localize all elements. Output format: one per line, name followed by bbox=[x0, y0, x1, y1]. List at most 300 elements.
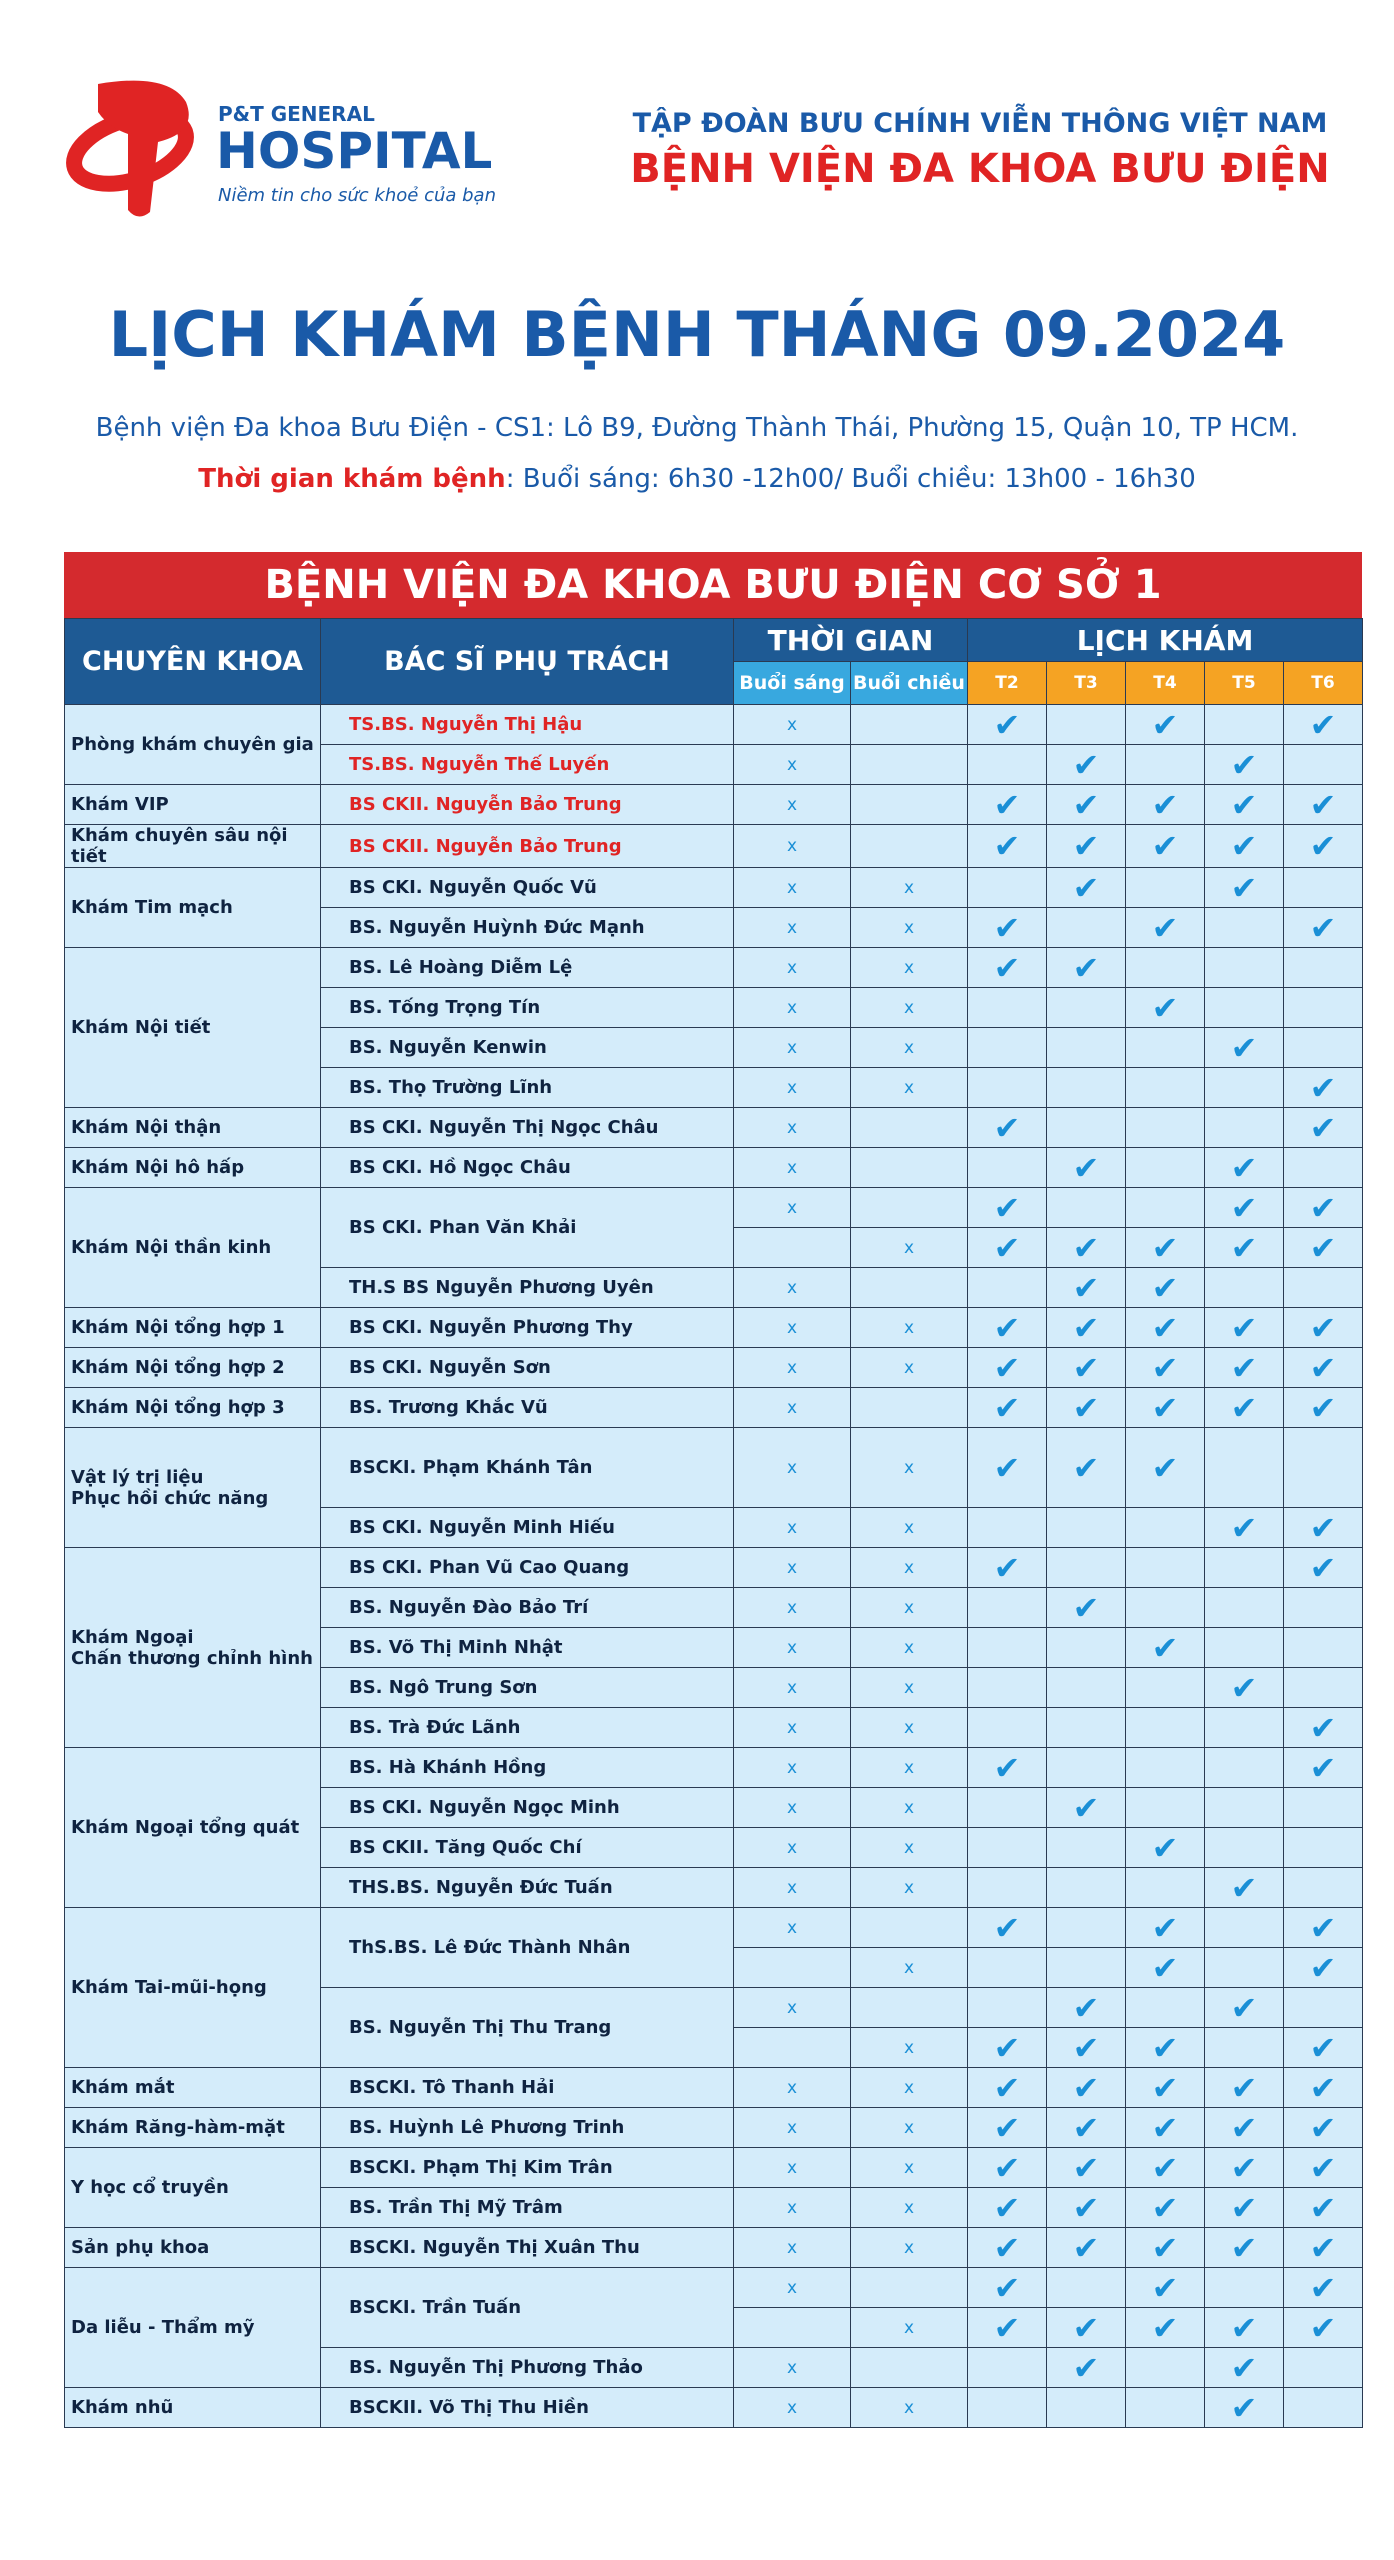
morning-session-cell: x bbox=[734, 2188, 851, 2228]
check-icon: ✔ bbox=[993, 1188, 1021, 1227]
day-cell bbox=[968, 1228, 1047, 1268]
day-cell bbox=[1047, 1108, 1126, 1148]
specialty-cell: Khám Ngoại Chấn thương chỉnh hình bbox=[65, 1548, 321, 1748]
day-cell bbox=[1047, 745, 1126, 785]
doctor-cell: BS CKI. Nguyễn Ngọc Minh bbox=[321, 1788, 734, 1828]
day-cell bbox=[1126, 1588, 1205, 1628]
day-cell bbox=[1047, 2028, 1126, 2068]
day-cell bbox=[1205, 2028, 1284, 2068]
header-time: THỜI GIAN bbox=[734, 619, 968, 662]
check-icon: ✔ bbox=[1230, 1348, 1258, 1387]
check-icon: ✔ bbox=[993, 2068, 1021, 2107]
day-cell bbox=[1126, 1148, 1205, 1188]
check-icon: ✔ bbox=[1230, 1228, 1258, 1267]
afternoon-session-cell bbox=[851, 705, 968, 745]
day-cell bbox=[968, 1988, 1047, 2028]
afternoon-session-cell bbox=[851, 1108, 968, 1148]
day-cell bbox=[1284, 1428, 1363, 1508]
afternoon-session-cell: x bbox=[851, 988, 968, 1028]
day-cell bbox=[1126, 1548, 1205, 1588]
day-cell bbox=[1126, 1508, 1205, 1548]
afternoon-session-cell: x bbox=[851, 2068, 968, 2108]
day-cell bbox=[968, 1788, 1047, 1828]
afternoon-session-cell bbox=[851, 1988, 968, 2028]
header-day-tue: T3 bbox=[1047, 662, 1126, 705]
day-cell bbox=[1284, 2148, 1363, 2188]
doctor-cell: TH.S BS Nguyễn Phương Uyên bbox=[321, 1268, 734, 1308]
day-cell bbox=[968, 1868, 1047, 1908]
day-cell bbox=[1284, 1228, 1363, 1268]
check-icon: ✔ bbox=[1309, 1948, 1337, 1987]
doctor-cell: BS CKI. Nguyễn Quốc Vũ bbox=[321, 868, 734, 908]
day-cell bbox=[1205, 988, 1284, 1028]
check-icon: ✔ bbox=[1309, 2028, 1337, 2067]
day-cell bbox=[1047, 2148, 1126, 2188]
specialty-cell: Khám chuyên sâu nội tiết bbox=[65, 825, 321, 868]
check-icon: ✔ bbox=[1151, 1348, 1179, 1387]
check-icon: ✔ bbox=[1309, 827, 1337, 865]
check-icon: ✔ bbox=[1072, 868, 1100, 907]
morning-session-cell bbox=[734, 2308, 851, 2348]
morning-session-cell: x bbox=[734, 1668, 851, 1708]
day-cell bbox=[1284, 1388, 1363, 1428]
morning-session-cell: x bbox=[734, 2348, 851, 2388]
day-cell bbox=[1047, 1908, 1126, 1948]
afternoon-session-cell: x bbox=[851, 1308, 968, 1348]
check-icon: ✔ bbox=[1151, 2028, 1179, 2067]
check-icon: ✔ bbox=[1309, 1508, 1337, 1547]
doctor-cell: BS. Võ Thị Minh Nhật bbox=[321, 1628, 734, 1668]
day-cell bbox=[1284, 1868, 1363, 1908]
check-icon: ✔ bbox=[1230, 745, 1258, 784]
day-cell bbox=[1284, 1948, 1363, 1988]
day-cell bbox=[1126, 785, 1205, 825]
day-cell bbox=[1047, 1388, 1126, 1428]
doctor-cell: BS. Trương Khắc Vũ bbox=[321, 1388, 734, 1428]
check-icon: ✔ bbox=[1230, 1508, 1258, 1547]
afternoon-session-cell: x bbox=[851, 1628, 968, 1668]
header-day-fri: T6 bbox=[1284, 662, 1363, 705]
table-row bbox=[65, 1308, 1363, 1348]
day-cell bbox=[968, 825, 1047, 868]
check-icon: ✔ bbox=[1151, 2188, 1179, 2227]
check-icon: ✔ bbox=[1230, 1988, 1258, 2027]
day-cell bbox=[1047, 1788, 1126, 1828]
day-cell bbox=[1047, 1268, 1126, 1308]
afternoon-session-cell: x bbox=[851, 1028, 968, 1068]
day-cell bbox=[968, 2028, 1047, 2068]
check-icon: ✔ bbox=[1151, 908, 1179, 947]
day-cell bbox=[1047, 2388, 1126, 2428]
doctor-cell: BS CKII. Tăng Quốc Chí bbox=[321, 1828, 734, 1868]
check-icon: ✔ bbox=[993, 1348, 1021, 1387]
check-icon: ✔ bbox=[1072, 1228, 1100, 1267]
day-cell bbox=[968, 1588, 1047, 1628]
org-group-name: TẬP ĐOÀN BƯU CHÍNH VIỄN THÔNG VIỆT NAM bbox=[632, 108, 1328, 139]
day-cell bbox=[1047, 2268, 1126, 2308]
check-icon: ✔ bbox=[993, 827, 1021, 865]
specialty-cell: Khám Tai-mũi-họng bbox=[65, 1908, 321, 2068]
day-cell bbox=[1205, 2388, 1284, 2428]
check-icon: ✔ bbox=[993, 1548, 1021, 1587]
day-cell bbox=[1284, 1588, 1363, 1628]
check-icon: ✔ bbox=[1309, 1908, 1337, 1947]
afternoon-session-cell: x bbox=[851, 1588, 968, 1628]
check-icon: ✔ bbox=[1309, 1108, 1337, 1147]
morning-session-cell: x bbox=[734, 2108, 851, 2148]
morning-session-cell: x bbox=[734, 785, 851, 825]
table-row bbox=[65, 825, 1363, 868]
day-cell bbox=[1047, 908, 1126, 948]
day-cell bbox=[1205, 1028, 1284, 1068]
check-icon: ✔ bbox=[1072, 2348, 1100, 2387]
morning-session-cell: x bbox=[734, 1268, 851, 1308]
check-icon: ✔ bbox=[1309, 2308, 1337, 2347]
day-cell bbox=[1047, 2228, 1126, 2268]
table-row bbox=[65, 2108, 1363, 2148]
check-icon: ✔ bbox=[1230, 1668, 1258, 1707]
day-cell bbox=[1205, 1108, 1284, 1148]
day-cell bbox=[1205, 1708, 1284, 1748]
morning-session-cell: x bbox=[734, 1988, 851, 2028]
day-cell bbox=[1047, 2308, 1126, 2348]
day-cell bbox=[968, 2188, 1047, 2228]
day-cell bbox=[1126, 745, 1205, 785]
day-cell bbox=[1284, 2188, 1363, 2228]
day-cell bbox=[1126, 1628, 1205, 1668]
afternoon-session-cell: x bbox=[851, 2388, 968, 2428]
day-cell bbox=[1047, 785, 1126, 825]
day-cell bbox=[1205, 2308, 1284, 2348]
check-icon: ✔ bbox=[1072, 1148, 1100, 1187]
day-cell bbox=[1205, 2148, 1284, 2188]
day-cell bbox=[1284, 785, 1363, 825]
check-icon: ✔ bbox=[1072, 1388, 1100, 1427]
afternoon-session-cell: x bbox=[851, 948, 968, 988]
doctor-cell: BSCKI. Trần Tuấn bbox=[321, 2268, 734, 2348]
day-cell bbox=[968, 1508, 1047, 1548]
check-icon: ✔ bbox=[1230, 785, 1258, 824]
doctor-cell: BS CKI. Hồ Ngọc Châu bbox=[321, 1148, 734, 1188]
day-cell bbox=[968, 1348, 1047, 1388]
specialty-cell: Khám Tim mạch bbox=[65, 868, 321, 948]
morning-session-cell: x bbox=[734, 1428, 851, 1508]
day-cell bbox=[1047, 825, 1126, 868]
doctor-cell: BS. Ngô Trung Sơn bbox=[321, 1668, 734, 1708]
morning-session-cell: x bbox=[734, 1028, 851, 1068]
day-cell bbox=[1047, 988, 1126, 1028]
day-cell bbox=[1126, 908, 1205, 948]
check-icon: ✔ bbox=[993, 2108, 1021, 2147]
day-cell bbox=[1284, 1988, 1363, 2028]
day-cell bbox=[1284, 1068, 1363, 1108]
check-icon: ✔ bbox=[1072, 1268, 1100, 1307]
day-cell bbox=[1047, 1548, 1126, 1588]
specialty-cell: Vật lý trị liệu Phục hồi chức năng bbox=[65, 1428, 321, 1548]
check-icon: ✔ bbox=[1230, 868, 1258, 907]
afternoon-session-cell: x bbox=[851, 1708, 968, 1748]
check-icon: ✔ bbox=[1230, 2228, 1258, 2267]
table-row bbox=[65, 705, 1363, 745]
header-day-wed: T4 bbox=[1126, 662, 1205, 705]
morning-session-cell: x bbox=[734, 1628, 851, 1668]
afternoon-session-cell: x bbox=[851, 1828, 968, 1868]
doctor-cell: BS. Nguyễn Thị Thu Trang bbox=[321, 1988, 734, 2068]
day-cell bbox=[1047, 1348, 1126, 1388]
morning-session-cell: x bbox=[734, 1748, 851, 1788]
check-icon: ✔ bbox=[993, 2308, 1021, 2347]
check-icon: ✔ bbox=[993, 2268, 1021, 2307]
check-icon: ✔ bbox=[1072, 2108, 1100, 2147]
day-cell bbox=[1126, 2068, 1205, 2108]
day-cell bbox=[1047, 1148, 1126, 1188]
doctor-cell: BS. Nguyễn Thị Phương Thảo bbox=[321, 2348, 734, 2388]
check-icon: ✔ bbox=[993, 1908, 1021, 1947]
specialty-cell: Khám Nội tiết bbox=[65, 948, 321, 1108]
afternoon-session-cell bbox=[851, 2268, 968, 2308]
morning-session-cell: x bbox=[734, 948, 851, 988]
check-icon: ✔ bbox=[993, 1448, 1021, 1487]
day-cell bbox=[1126, 1748, 1205, 1788]
day-cell bbox=[1205, 1748, 1284, 1788]
doctor-cell: ThS.BS. Lê Đức Thành Nhân bbox=[321, 1908, 734, 1988]
check-icon: ✔ bbox=[993, 2148, 1021, 2187]
day-cell bbox=[1126, 1068, 1205, 1108]
table-row bbox=[65, 1548, 1363, 1588]
day-cell bbox=[1205, 1188, 1284, 1228]
hospital-name: BỆNH VIỆN ĐA KHOA BƯU ĐIỆN bbox=[630, 146, 1330, 192]
day-cell bbox=[968, 2268, 1047, 2308]
afternoon-session-cell: x bbox=[851, 1548, 968, 1588]
schedule-table bbox=[64, 618, 1363, 2428]
day-cell bbox=[968, 1828, 1047, 1868]
day-cell bbox=[968, 1908, 1047, 1948]
day-cell bbox=[968, 1308, 1047, 1348]
morning-session-cell: x bbox=[734, 868, 851, 908]
check-icon: ✔ bbox=[1072, 785, 1100, 824]
table-row bbox=[65, 2388, 1363, 2428]
opening-hours-value: : Buổi sáng: 6h30 -12h00/ Buổi chiều: 13h00 - 16h30 bbox=[505, 464, 1196, 494]
doctor-cell: BS. Tống Trọng Tín bbox=[321, 988, 734, 1028]
campus-banner: BỆNH VIỆN ĐA KHOA BƯU ĐIỆN CƠ SỞ 1 bbox=[64, 552, 1362, 618]
check-icon: ✔ bbox=[1230, 2348, 1258, 2387]
check-icon: ✔ bbox=[1151, 1908, 1179, 1947]
day-cell bbox=[1205, 1988, 1284, 2028]
day-cell bbox=[968, 1188, 1047, 1228]
morning-session-cell: x bbox=[734, 1388, 851, 1428]
table-row bbox=[65, 1748, 1363, 1788]
day-cell bbox=[968, 2068, 1047, 2108]
day-cell bbox=[1047, 1668, 1126, 1708]
logo-mark-icon bbox=[58, 72, 218, 222]
check-icon: ✔ bbox=[1309, 1708, 1337, 1747]
day-cell bbox=[1126, 2348, 1205, 2388]
check-icon: ✔ bbox=[1309, 1388, 1337, 1427]
day-cell bbox=[1126, 1188, 1205, 1228]
afternoon-session-cell: x bbox=[851, 2028, 968, 2068]
day-cell bbox=[968, 2348, 1047, 2388]
morning-session-cell: x bbox=[734, 1508, 851, 1548]
doctor-cell: BS. Trà Đức Lãnh bbox=[321, 1708, 734, 1748]
afternoon-session-cell bbox=[851, 1268, 968, 1308]
specialty-cell: Y học cổ truyền bbox=[65, 2148, 321, 2228]
day-cell bbox=[1284, 2028, 1363, 2068]
check-icon: ✔ bbox=[1072, 2068, 1100, 2107]
day-cell bbox=[1205, 1308, 1284, 1348]
day-cell bbox=[1126, 1868, 1205, 1908]
check-icon: ✔ bbox=[993, 2188, 1021, 2227]
day-cell bbox=[1284, 1308, 1363, 1348]
day-cell bbox=[1126, 2148, 1205, 2188]
day-cell bbox=[1205, 1588, 1284, 1628]
opening-hours-label: Thời gian khám bệnh bbox=[198, 464, 506, 494]
day-cell bbox=[1205, 2268, 1284, 2308]
day-cell bbox=[1205, 1348, 1284, 1388]
check-icon: ✔ bbox=[1230, 1148, 1258, 1187]
table-row bbox=[65, 1908, 1363, 1948]
check-icon: ✔ bbox=[1072, 1308, 1100, 1347]
check-icon: ✔ bbox=[1309, 908, 1337, 947]
day-cell bbox=[1205, 1508, 1284, 1548]
day-cell bbox=[1205, 1668, 1284, 1708]
day-cell bbox=[1205, 1828, 1284, 1868]
morning-session-cell: x bbox=[734, 2148, 851, 2188]
afternoon-session-cell bbox=[851, 2348, 968, 2388]
specialty-cell: Khám mắt bbox=[65, 2068, 321, 2108]
day-cell bbox=[1205, 2348, 1284, 2388]
day-cell bbox=[1284, 1828, 1363, 1868]
day-cell bbox=[1284, 868, 1363, 908]
doctor-cell: BS CKI. Nguyễn Minh Hiếu bbox=[321, 1508, 734, 1548]
doctor-cell: BS. Huỳnh Lê Phương Trinh bbox=[321, 2108, 734, 2148]
day-cell bbox=[1126, 1108, 1205, 1148]
day-cell bbox=[1205, 1948, 1284, 1988]
afternoon-session-cell: x bbox=[851, 2308, 968, 2348]
check-icon: ✔ bbox=[1072, 2148, 1100, 2187]
morning-session-cell: x bbox=[734, 1708, 851, 1748]
specialty-cell: Khám VIP bbox=[65, 785, 321, 825]
day-cell bbox=[1126, 1788, 1205, 1828]
day-cell bbox=[1126, 1268, 1205, 1308]
check-icon: ✔ bbox=[1309, 2108, 1337, 2147]
specialty-cell: Khám Nội thần kinh bbox=[65, 1188, 321, 1308]
header-doctor: BÁC SĨ PHỤ TRÁCH bbox=[321, 619, 734, 705]
day-cell bbox=[1205, 745, 1284, 785]
afternoon-session-cell bbox=[851, 1188, 968, 1228]
check-icon: ✔ bbox=[1072, 827, 1100, 865]
day-cell bbox=[1284, 2348, 1363, 2388]
doctor-cell: BS CKI. Phan Văn Khải bbox=[321, 1188, 734, 1268]
specialty-cell: Phòng khám chuyên gia bbox=[65, 705, 321, 785]
header-morning: Buổi sáng bbox=[734, 662, 851, 705]
afternoon-session-cell: x bbox=[851, 1948, 968, 1988]
afternoon-session-cell: x bbox=[851, 1668, 968, 1708]
check-icon: ✔ bbox=[1151, 2108, 1179, 2147]
doctor-cell: BS. Thọ Trường Lĩnh bbox=[321, 1068, 734, 1108]
check-icon: ✔ bbox=[1309, 2228, 1337, 2267]
day-cell bbox=[1284, 1788, 1363, 1828]
day-cell bbox=[1126, 948, 1205, 988]
day-cell bbox=[968, 1268, 1047, 1308]
day-cell bbox=[1047, 1588, 1126, 1628]
header-day-thu: T5 bbox=[1205, 662, 1284, 705]
day-cell bbox=[1284, 1028, 1363, 1068]
table-row bbox=[65, 1188, 1363, 1228]
day-cell bbox=[1047, 1868, 1126, 1908]
day-cell bbox=[968, 868, 1047, 908]
day-cell bbox=[1284, 1748, 1363, 1788]
check-icon: ✔ bbox=[1151, 1828, 1179, 1867]
morning-session-cell: x bbox=[734, 1548, 851, 1588]
day-cell bbox=[968, 2388, 1047, 2428]
day-cell bbox=[968, 1668, 1047, 1708]
day-cell bbox=[1047, 1628, 1126, 1668]
day-cell bbox=[1205, 2108, 1284, 2148]
day-cell bbox=[1284, 988, 1363, 1028]
check-icon: ✔ bbox=[1151, 2068, 1179, 2107]
specialty-cell: Khám Nội hô hấp bbox=[65, 1148, 321, 1188]
check-icon: ✔ bbox=[1072, 2188, 1100, 2227]
afternoon-session-cell: x bbox=[851, 2148, 968, 2188]
morning-session-cell: x bbox=[734, 2268, 851, 2308]
doctor-cell: BS. Nguyễn Huỳnh Đức Mạnh bbox=[321, 908, 734, 948]
day-cell bbox=[1284, 1508, 1363, 1548]
header-specialty: CHUYÊN KHOA bbox=[65, 619, 321, 705]
check-icon: ✔ bbox=[993, 948, 1021, 987]
hospital-address: Bệnh viện Đa khoa Bưu Điện - CS1: Lô B9, Đường Thành Thái, Phường 15, Quận 10, TP HCM. bbox=[95, 413, 1299, 443]
hospital-logo bbox=[58, 72, 498, 222]
check-icon: ✔ bbox=[1230, 2388, 1258, 2427]
afternoon-session-cell bbox=[851, 1908, 968, 1948]
morning-session-cell: x bbox=[734, 988, 851, 1028]
check-icon: ✔ bbox=[1230, 1868, 1258, 1907]
check-icon: ✔ bbox=[1151, 2268, 1179, 2307]
day-cell bbox=[968, 908, 1047, 948]
header-day-mon: T2 bbox=[968, 662, 1047, 705]
doctor-cell: BS CKI. Nguyễn Sơn bbox=[321, 1348, 734, 1388]
day-cell bbox=[1047, 1188, 1126, 1228]
doctor-cell: BS CKI. Phan Vũ Cao Quang bbox=[321, 1548, 734, 1588]
day-cell bbox=[968, 2108, 1047, 2148]
day-cell bbox=[1205, 1148, 1284, 1188]
header-afternoon: Buổi chiều bbox=[851, 662, 968, 705]
specialty-cell: Khám Nội tổng hợp 3 bbox=[65, 1388, 321, 1428]
afternoon-session-cell: x bbox=[851, 1788, 968, 1828]
check-icon: ✔ bbox=[1230, 1308, 1258, 1347]
afternoon-session-cell: x bbox=[851, 1508, 968, 1548]
day-cell bbox=[1205, 2068, 1284, 2108]
day-cell bbox=[1126, 2388, 1205, 2428]
day-cell bbox=[1126, 825, 1205, 868]
morning-session-cell: x bbox=[734, 1348, 851, 1388]
table-row bbox=[65, 2268, 1363, 2308]
day-cell bbox=[1284, 1348, 1363, 1388]
day-cell bbox=[1126, 2028, 1205, 2068]
day-cell bbox=[1126, 2188, 1205, 2228]
check-icon: ✔ bbox=[1230, 2308, 1258, 2347]
day-cell bbox=[1284, 2308, 1363, 2348]
day-cell bbox=[968, 2308, 1047, 2348]
day-cell bbox=[1284, 1188, 1363, 1228]
table-row bbox=[65, 2148, 1363, 2188]
day-cell bbox=[1047, 1228, 1126, 1268]
day-cell bbox=[1126, 1988, 1205, 2028]
afternoon-session-cell bbox=[851, 1388, 968, 1428]
day-cell bbox=[1284, 2388, 1363, 2428]
doctor-cell: THS.BS. Nguyễn Đức Tuấn bbox=[321, 1868, 734, 1908]
day-cell bbox=[968, 1028, 1047, 1068]
check-icon: ✔ bbox=[1309, 1068, 1337, 1107]
